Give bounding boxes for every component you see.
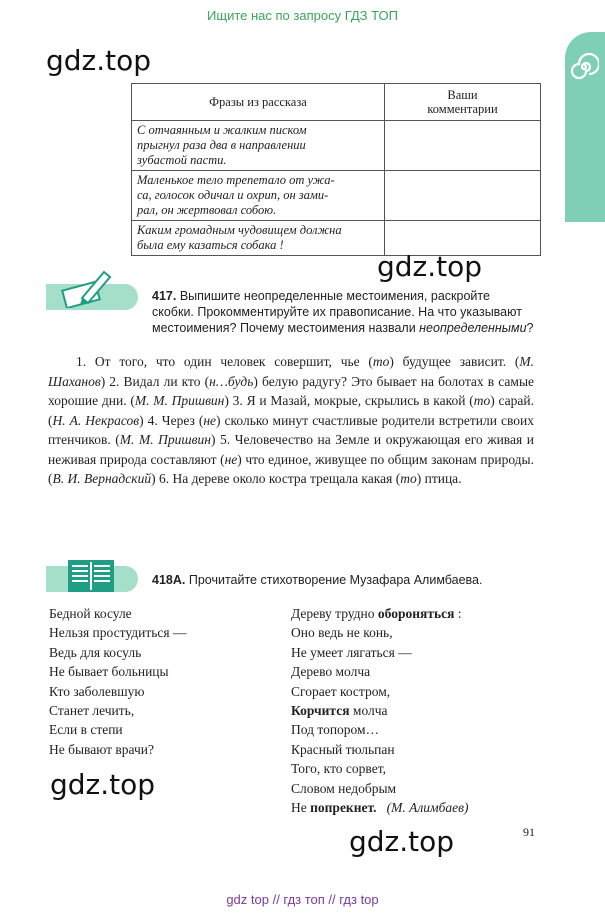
- poem-left-column: Бедной косуле Нельзя простудиться — Ведь для косуль Не бывает больницы Кто заболевшую Станет лечить, Если в степи Не бывают врачи?: [49, 606, 187, 757]
- open-book-icon: [66, 558, 116, 594]
- task-number: 417.: [152, 289, 177, 303]
- footer-links[interactable]: gdz top // гдз топ // гдз top: [226, 892, 379, 907]
- table-row: Каким громадным чудовищем должна была ему казаться собака !: [132, 221, 541, 256]
- watermark: gdz.top: [349, 825, 455, 858]
- pencil-notebook-icon: [60, 268, 116, 308]
- spiral-icon: [569, 52, 599, 82]
- phrases-table: [131, 83, 541, 256]
- exercise-text: 1. От того, что один человек совершит, чье (то) будущее зависит. (М. Шаханов) 2. Видал ли кто (н…будь) белую радугу? Это бывает на болотах в самые хорошие дни. (М. М. Пришвин) 3. Я и Мазай, мокрые, скрылись в какой (то) сарай. (Н. А. Некрасов) 4. Через (не) сколько минут счастливые родители встретили своих птенчиков. (М. М. Пришвин) 5. Человечество на Земле и окружающая его живая и неживая природа составляют (не) что единое, живущее по общим законам природы. (В. И. Вернадский) 6. На дереве около костра трещала какая (то) птица.: [48, 354, 535, 486]
- table-row: Маленькое тело трепетало от ужа- са, голосок одичал и охрип, он зами- рал, он жертвовал собою.: [132, 171, 541, 221]
- table-header-comments: Ваши комментарии: [385, 84, 541, 121]
- table-header-phrases: Фразы из рассказа: [132, 84, 385, 121]
- task-417: 417. Выпишите неопределенные местоимения, раскройте скобки. Прокомментируйте их правописание. На что указывают местоимения? Почему местоимения назвали неопределенными?: [152, 289, 534, 335]
- side-tab: [565, 32, 605, 222]
- table-row: С отчаянным и жалким писком прыгнул раза два в направлении зубастой пасти.: [132, 121, 541, 171]
- poem-author: (М. Алимбаев): [386, 800, 469, 816]
- top-banner[interactable]: Ищите нас по запросу ГДЗ ТОП: [207, 8, 398, 23]
- task-418a: 418А. Прочитайте стихотворение Музафара Алимбаева.: [152, 573, 483, 587]
- watermark: gdz.top: [377, 250, 483, 283]
- watermark: gdz.top: [50, 768, 156, 801]
- poem-right-column: Дереву трудно обороняться : Оно ведь не конь, Не умеет лягаться — Дерево молча Сгорает костром, Корчится молча Под топором… Красный тюльпан Того, кто сорвет, Словом недобрым Не попрекнет. (М. Алимбаев): [291, 606, 469, 816]
- task-number: 418А.: [152, 573, 186, 587]
- page-number: 91: [523, 825, 535, 839]
- watermark: gdz.top: [46, 44, 152, 77]
